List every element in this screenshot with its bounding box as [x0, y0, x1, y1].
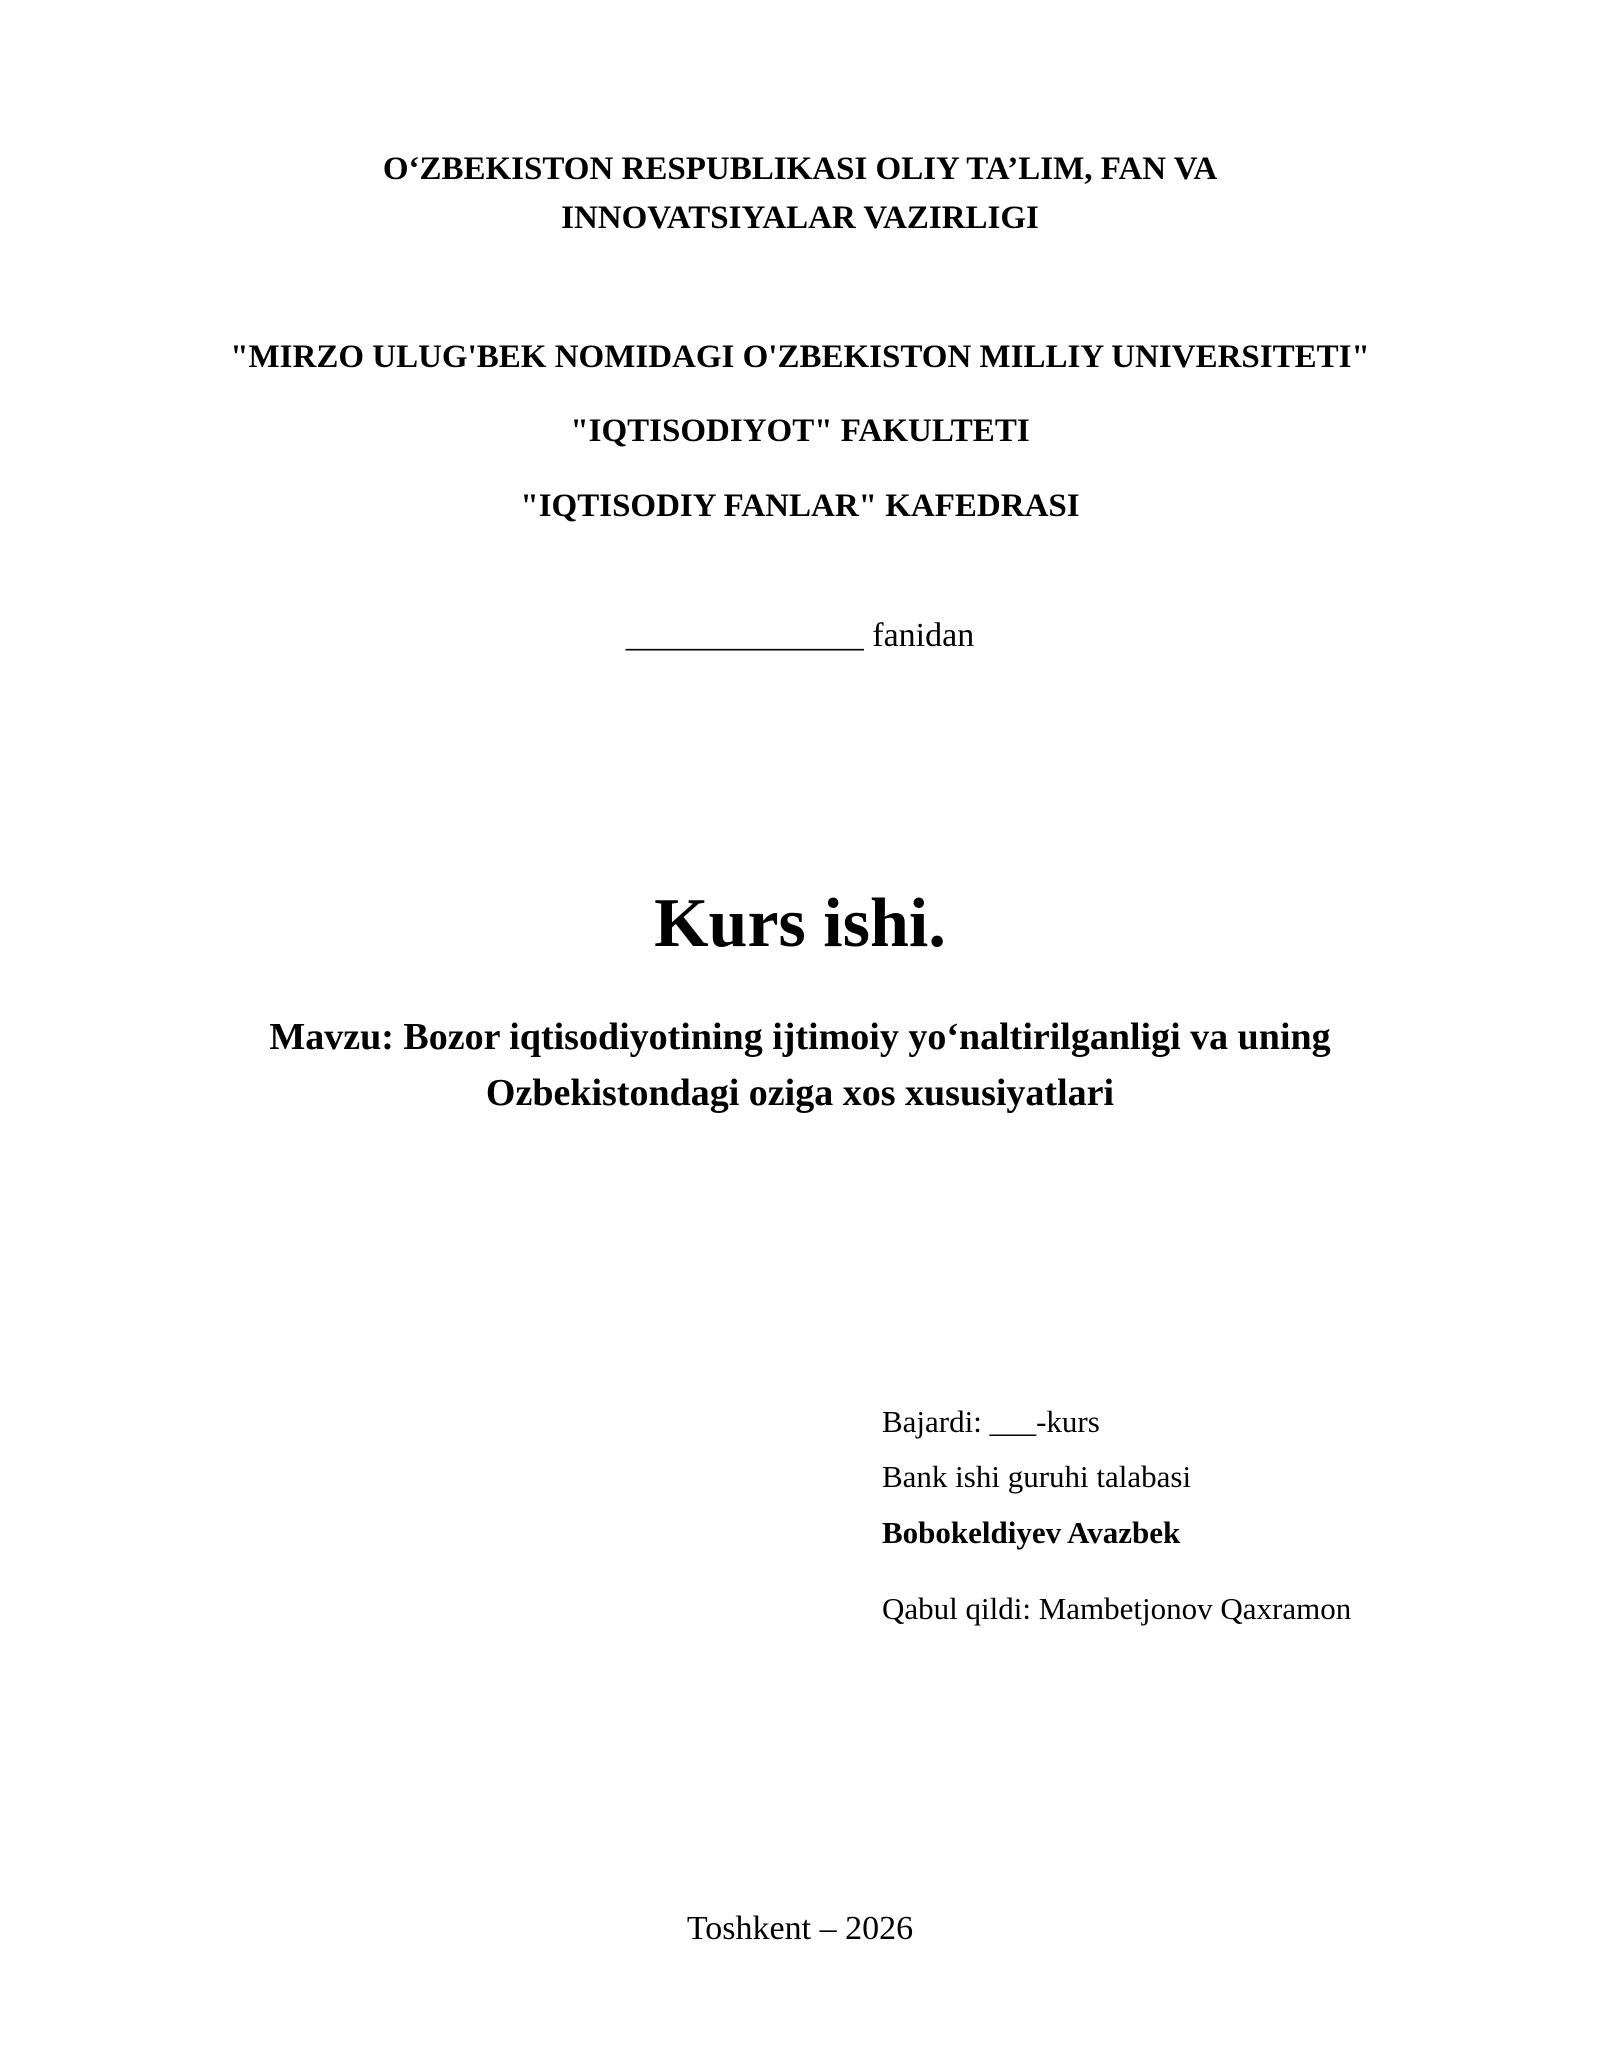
ministry-heading: [0, 145, 1600, 243]
group-info: Bank ishi guruhi talabasi: [882, 1459, 1192, 1494]
university-name: "MIRZO ULUG'BEK NOMIDAGI O'ZBEKISTON MILLIY UNIVERSITETI": [230, 339, 1370, 375]
ministry-line-2: INNOVATSIYALAR VAZIRLIGI: [561, 200, 1039, 236]
topic-line-2: Ozbekistondagi oziga xos xususiyatlari: [485, 1072, 1115, 1114]
topic-line-1: Mavzu: Bozor iqtisodiyotining ijtimoiy yo‘naltirilganligi va uning: [269, 1016, 1331, 1058]
accepted-by: Qabul qildi: Mambetjonov Qaxramon: [882, 1591, 1352, 1626]
subject-line: ______________ fanidan: [625, 617, 975, 654]
student-name: Bobokeldiyev Avazbek: [882, 1515, 1181, 1550]
document-title: Kurs ishi.: [654, 885, 946, 962]
department-name: "IQTISODIY FANLAR" KAFEDRASI: [520, 488, 1080, 524]
city-year: Toshkent – 2026: [686, 1910, 914, 1947]
ministry-line-1: O‘ZBEKISTON RESPUBLIKASI OLIY TA’LIM, FAN VA: [382, 151, 1218, 187]
topic-heading: [0, 1009, 1600, 1121]
faculty-name: "IQTISODIYOT" FAKULTETI: [570, 413, 1030, 449]
course-info: Bajardi: ___-kurs: [882, 1404, 1100, 1439]
